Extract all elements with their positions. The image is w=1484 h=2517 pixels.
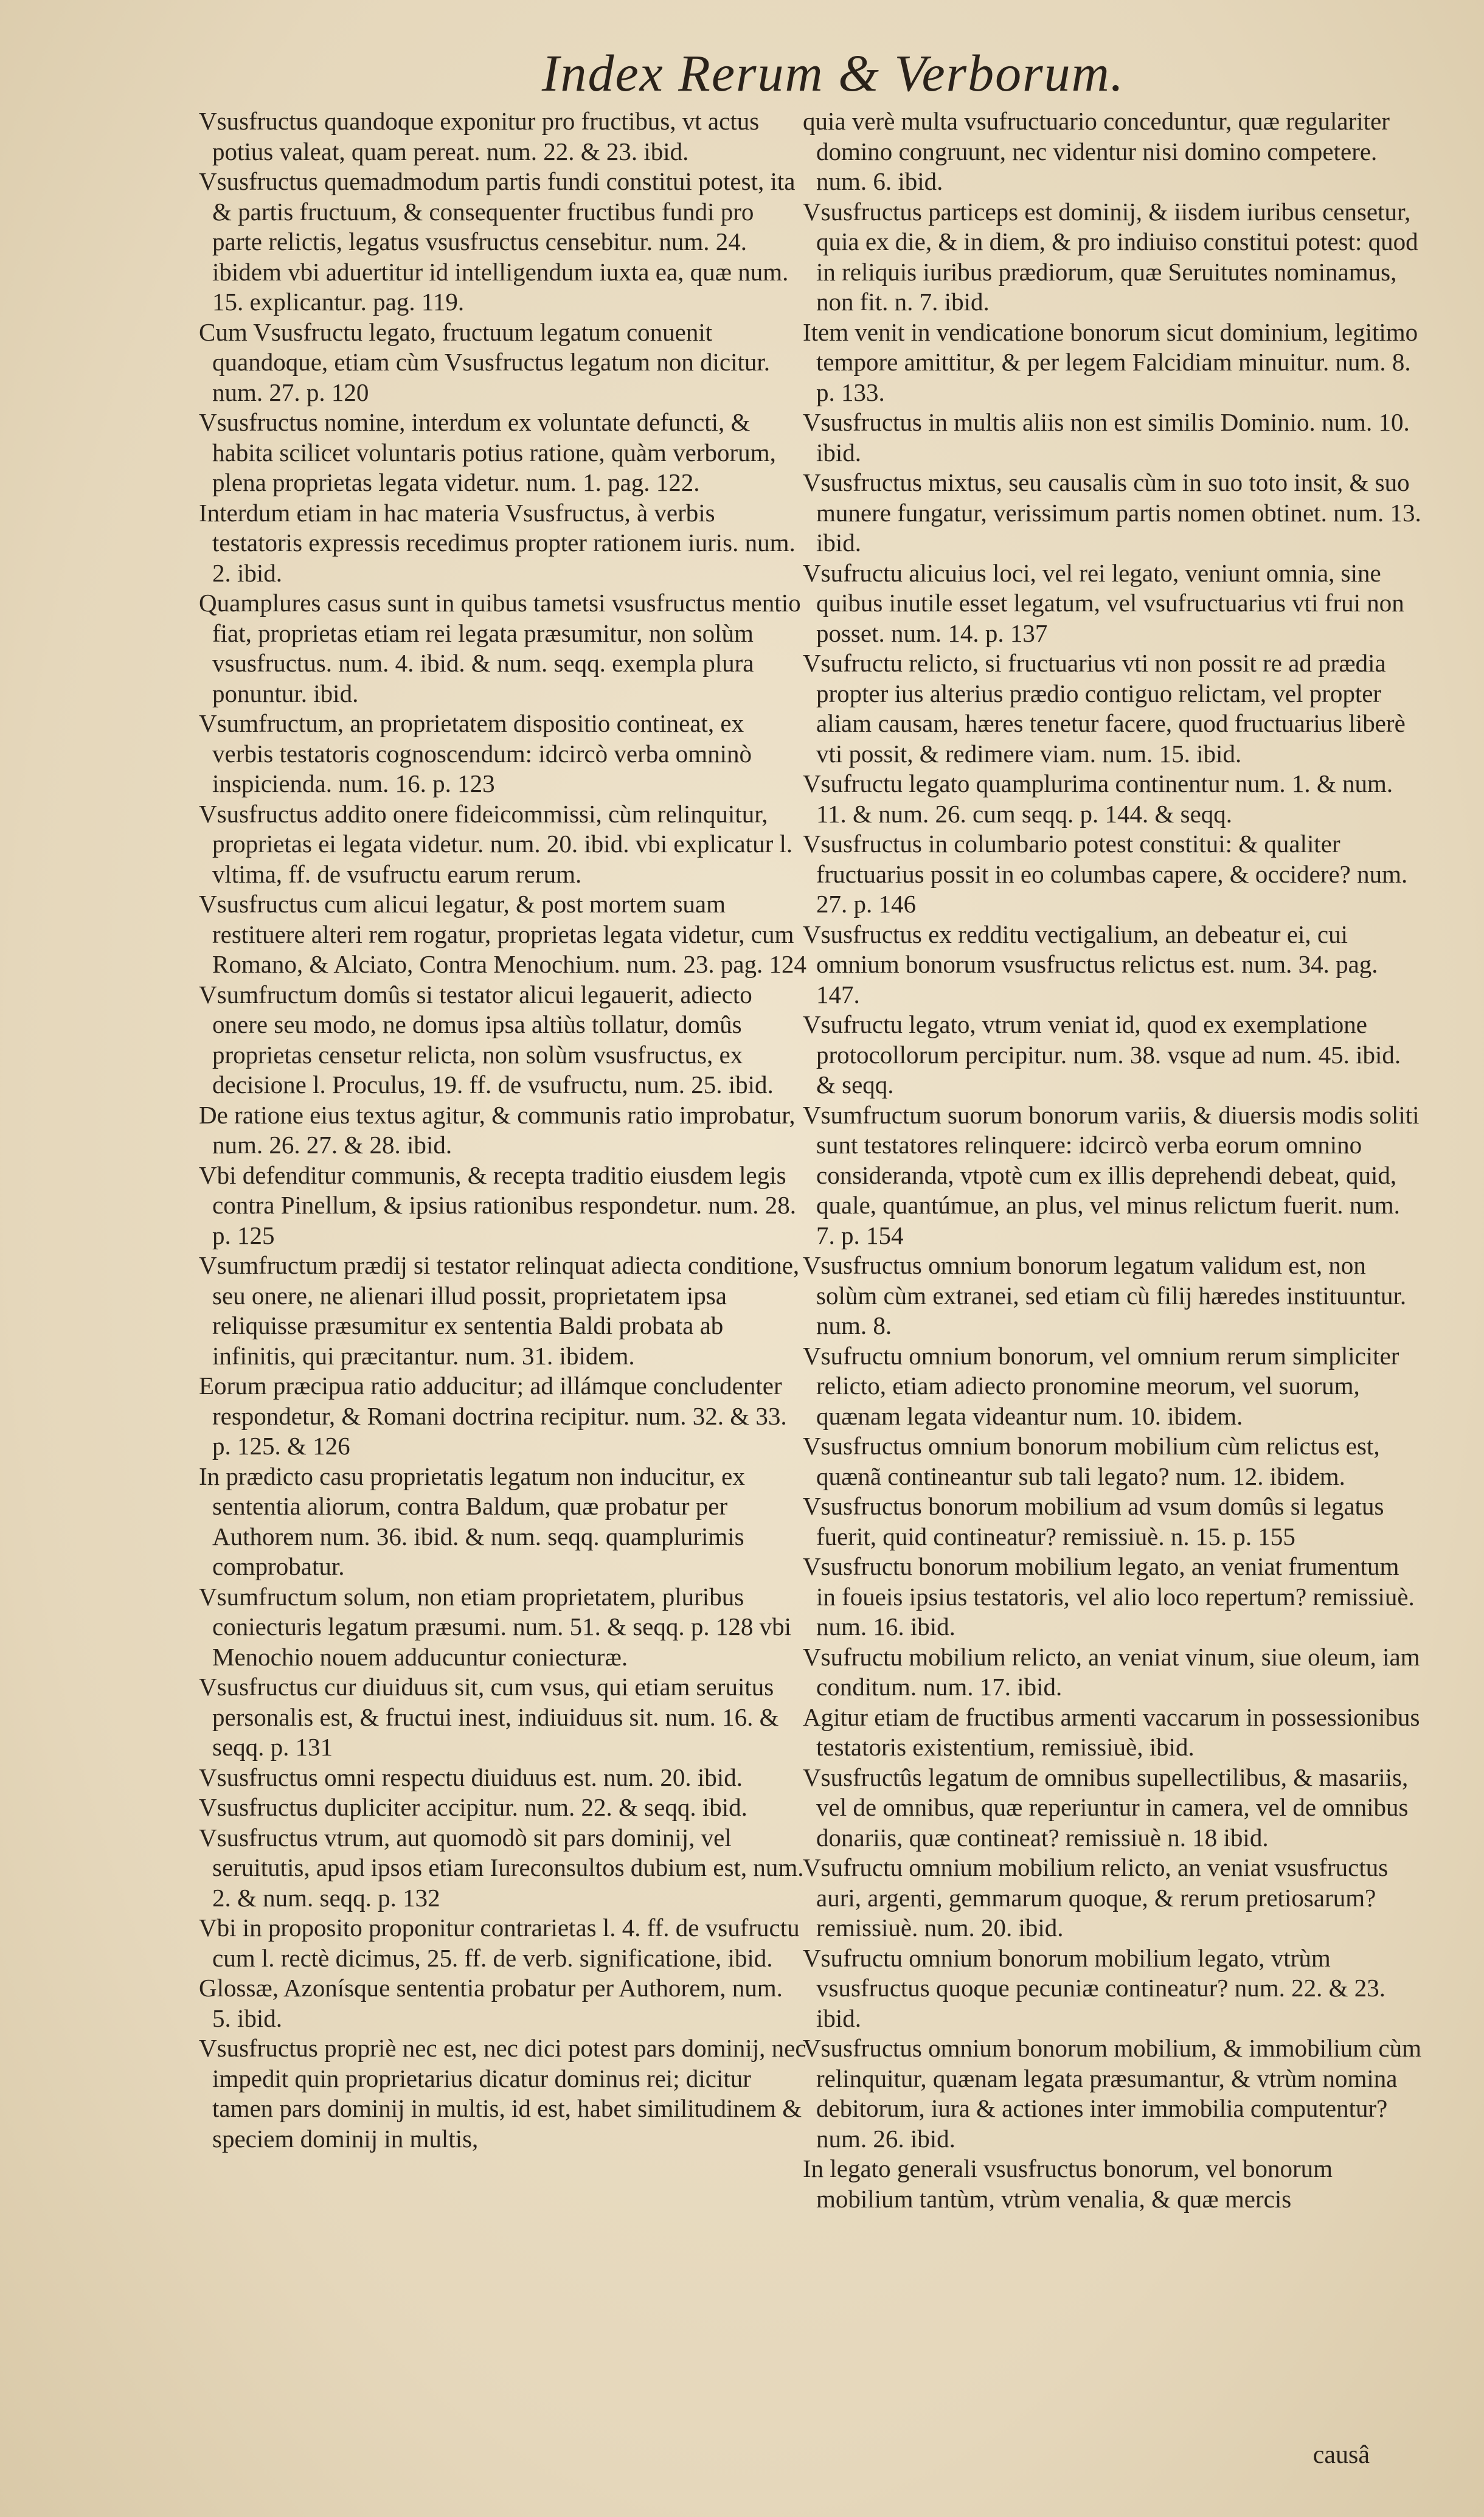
left-column	[199, 106, 807, 2154]
index-entry: Vbi defenditur communis, & recepta traditio eiusdem legis contra Pinellum, & ipsius rationibus respondetur. num. 28. p. 125	[199, 1161, 796, 1249]
index-entry: Vsusfructus vtrum, aut quomodò sit pars dominij, vel seruitutis, apud ipsos etiam Iureconsultos dubium est, num. 2. & num. seqq. p. 132	[199, 1823, 804, 1912]
index-entry: Vsusfructus bonorum mobilium ad vsum domûs si legatus fuerit, quid contineatur? remissiuè. n. 15. p. 155	[803, 1492, 1384, 1550]
index-entry: Vsusfructûs legatum de omnibus supellectilibus, & masariis, vel de omnibus, quæ reperiuntur in camera, vel de omnibus donariis, quæ contineat? remissiuè n. 18 ibid.	[803, 1763, 1409, 1852]
index-entry: Vsusfructus omnium bonorum mobilium, & immobilium cùm relinquitur, quænam legata præsumantur, & vtrùm nomina debitorum, iura & actiones inter immobilia computentur? num. 26. ibid.	[803, 2034, 1422, 2153]
index-entry: Vsusfructus omni respectu diuiduus est. num. 20. ibid.	[199, 1763, 743, 1791]
index-entry: Vsumfructum suorum bonorum variis, & diuersis modis soliti sunt testatores relinquere: idcircò verba eorum omnino consideranda, vtpotè cum ex illis deprehendi debeat, quid, quale, quantúmue, an plus, vel minus relictum fuerit. num. 7. p. 154	[803, 1100, 1420, 1249]
index-entry: Vsusfructus ex redditu vectigalium, an debeatur ei, cui omnium bonorum vsusfructus relictus est. num. 34. pag. 147.	[803, 920, 1378, 1009]
index-entry: Glossæ, Azonísque sententia probatur per Authorem, num. 5. ibid.	[199, 1974, 783, 2032]
index-entry: Vsufructu legato, vtrum veniat id, quod ex exemplatione protocollorum percipitur. num. 38. vsque ad num. 45. ibid. & seqq.	[803, 1010, 1401, 1099]
index-entry: Interdum etiam in hac materia Vsusfructus, à verbis testatoris expressis recedimus propter rationem iuris. num. 2. ibid.	[199, 498, 796, 587]
page-title: Index Rerum & Verborum.	[541, 44, 1125, 102]
index-entry: Vsufructu relicto, si fructuarius vti non possit re ad prædia propter ius alterius prædio contiguo relictam, vel propter aliam causam, hæres tenetur facere, quod fructuarius liberè vti possit, & redimere viam. num. 15. ibid.	[803, 649, 1406, 768]
index-entry: Vsusfructus cur diuiduus sit, cum vsus, qui etiam seruitus personalis est, & fructui inest, indiuiduus sit. num. 16. & seqq. p. 131	[199, 1673, 779, 1761]
index-entry: Vsufructu alicuius loci, vel rei legato, veniunt omnia, sine quibus inutile esset legatum, vel vsufructuarius vti frui non posset. num. 14. p. 137	[803, 558, 1404, 647]
index-entry: Vsusfructus in columbario potest constitui: & qualiter fructuarius possit in eo columbas capere, & occidere? num. 27. p. 146	[803, 830, 1408, 918]
index-entry: Vsusfructus in multis aliis non est similis Dominio. num. 10. ibid.	[803, 408, 1410, 467]
catchword: causâ	[1312, 2441, 1370, 2469]
index-entry: Vsusfructus propriè nec est, nec dici potest pars dominij, nec impedit quin proprietarius dicatur dominus rei; dicitur tamen pars dominij in multis, id est, habet similitudinem & speciem dominij in multis,	[199, 2034, 806, 2153]
index-entry: Vsusfructus particeps est dominij, & iisdem iuribus censetur, quia ex die, & in diem, & pro indiuiso constitui potest: quod in reliquis iuribus prædiorum, quæ Seruitutes nominamus, non fit. n. 7. ibid.	[803, 197, 1418, 316]
index-entry: Vsufructu omnium bonorum mobilium legato, vtrùm vsusfructus quoque pecuniæ contineatur? num. 22. & 23. ibid.	[803, 1943, 1385, 2032]
index-entry: Vsusfructus quemadmodum partis fundi constitui potest, ita & partis fructuum, & consequenter fructibus fundi pro parte relictis, legatus vsusfructus censebitur. num. 24. ibidem vbi aduertitur id intelligendum iuxta ea, quæ num. 15. explicantur. pag. 119.	[199, 167, 796, 316]
index-entry: Vsusfructus cum alicui legatur, & post mortem suam restituere alteri rem rogatur, proprietas legata videtur, cum Romano, & Alciato, Contra Menochium. num. 23. pag. 124	[199, 890, 807, 978]
index-entry: Quamplures casus sunt in quibus tametsi vsusfructus mentio fiat, proprietas etiam rei legata præsumitur, non solùm vsusfructus. num. 4. ibid. & num. seqq. exempla plura ponuntur. ibid.	[199, 589, 801, 707]
index-entry: Vsumfructum solum, non etiam proprietatem, pluribus coniecturis legatum præsumi. num. 51. & seqq. p. 128 vbi Menochio nouem adducuntur coniecturæ.	[199, 1582, 792, 1671]
index-entry: Agitur etiam de fructibus armenti vaccarum in possessionibus testatoris existentium, remissiuè, ibid.	[803, 1703, 1420, 1761]
index-entry: Vsumfructum domûs si testator alicui legauerit, adiecto onere seu modo, ne domus ipsa altiùs tollatur, domûs proprietas censetur relicta, non solùm vsusfructus, ex decisione l. Proculus, 19. ff. de vsufructu, num. 25. ibid.	[199, 980, 774, 1099]
index-entry: Vsufructu legato quamplurima continentur num. 1. & num. 11. & num. 26. cum seqq. p. 144. & seqq.	[803, 769, 1393, 828]
index-entry: Vsusfructus mixtus, seu causalis cùm in suo toto insit, & suo munere fungatur, verissimum partis nomen obtinet. num. 13. ibid.	[803, 468, 1421, 557]
index-entry: Vsusfructus omnium bonorum mobilium cùm relictus est, quænã contineantur sub tali legato? num. 12. ibidem.	[803, 1432, 1380, 1490]
index-entry: Vsusfructus addito onere fideicommissi, cùm relinquitur, proprietas ei legata videtur. num. 20. ibid. vbi explicatur l. vltima, ff. de vsufructu earum rerum.	[199, 799, 793, 888]
index-entry: Item venit in vendicatione bonorum sicut dominium, legitimo tempore amittitur, & per legem Falcidiam minuitur. num. 8. p. 133.	[803, 318, 1418, 406]
index-entry: In legato generali vsusfructus bonorum, vel bonorum mobilium tantùm, vtrùm venalia, & quæ mercis	[803, 2154, 1333, 2213]
index-entry: quia verè multa vsufructuario conceduntur, quæ regulariter domino congruunt, nec videntur nisi domino competere. num. 6. ibid.	[803, 107, 1390, 195]
index-entry: De ratione eius textus agitur, & communis ratio improbatur, num. 26. 27. & 28. ibid.	[199, 1100, 796, 1159]
index-entry: Eorum præcipua ratio adducitur; ad illámque concludenter respondetur, & Romani doctrina recipitur. num. 32. & 33. p. 125. & 126	[199, 1372, 787, 1460]
index-entry: Cum Vsusfructu legato, fructuum legatum conuenit quandoque, etiam cùm Vsusfructus legatum non dicitur. num. 27. p. 120	[199, 318, 771, 406]
index-entry: Vsumfructum, an proprietatem dispositio contineat, ex verbis testatoris cognoscendum: idcircò verba omninò inspicienda. num. 16. p. 123	[199, 709, 752, 797]
index-entry: In prædicto casu proprietatis legatum non inducitur, ex sententia aliorum, contra Baldum, quæ probatur per Authorem num. 36. ibid. & num. seqq. quamplurimis comprobatur.	[199, 1462, 745, 1580]
index-entry: Vsusfructus nomine, interdum ex voluntate defuncti, & habita scilicet voluntaris potius ratione, quàm verborum, plena proprietas legata videtur. num. 1. pag. 122.	[199, 408, 776, 496]
index-entry: Vbi in proposito proponitur contrarietas l. 4. ff. de vsufructu cum l. rectè dicimus, 25. ff. de verb. significatione, ibid.	[199, 1914, 800, 1972]
index-entry: Vsusfructus dupliciter accipitur. num. 22. & seqq. ibid.	[199, 1793, 747, 1821]
index-entry: Vsufructu omnium bonorum, vel omnium rerum simpliciter relicto, etiam adiecto pronomine meorum, vel suorum, quænam legata videantur num. 10. ibidem.	[803, 1341, 1399, 1430]
index-entry: Vsusfructus omnium bonorum legatum validum est, non solùm cùm extranei, sed etiam cù filij hæredes instituuntur. num. 8.	[803, 1251, 1407, 1339]
index-entry: Vsumfructum prædij si testator relinquat adiecta conditione, seu onere, ne alienari illud possit, proprietatem ipsa reliquisse præsumitur ex sententia Baldi probata ab infinitis, qui præcitantur. num. 31. ibidem.	[199, 1251, 800, 1370]
index-entry: Vsufructu mobilium relicto, an veniat vinum, siue oleum, iam conditum. num. 17. ibid.	[803, 1642, 1420, 1701]
index-entry: Vsusfructu bonorum mobilium legato, an veniat frumentum in foueis ipsius testatoris, vel alio loco repertum? remissiuè. num. 16. ibid.	[803, 1552, 1415, 1640]
index-entry: Vsusfructus quandoque exponitur pro fructibus, vt actus potius valeat, quam pereat. num. 22. & 23. ibid.	[199, 107, 760, 165]
index-entry: Vsufructu omnium mobilium relicto, an veniat vsusfructus auri, argenti, gemmarum quoque, & rerum pretiosarum? remissiuè. num. 20. ibid.	[803, 1853, 1389, 1942]
right-column	[803, 106, 1423, 2214]
